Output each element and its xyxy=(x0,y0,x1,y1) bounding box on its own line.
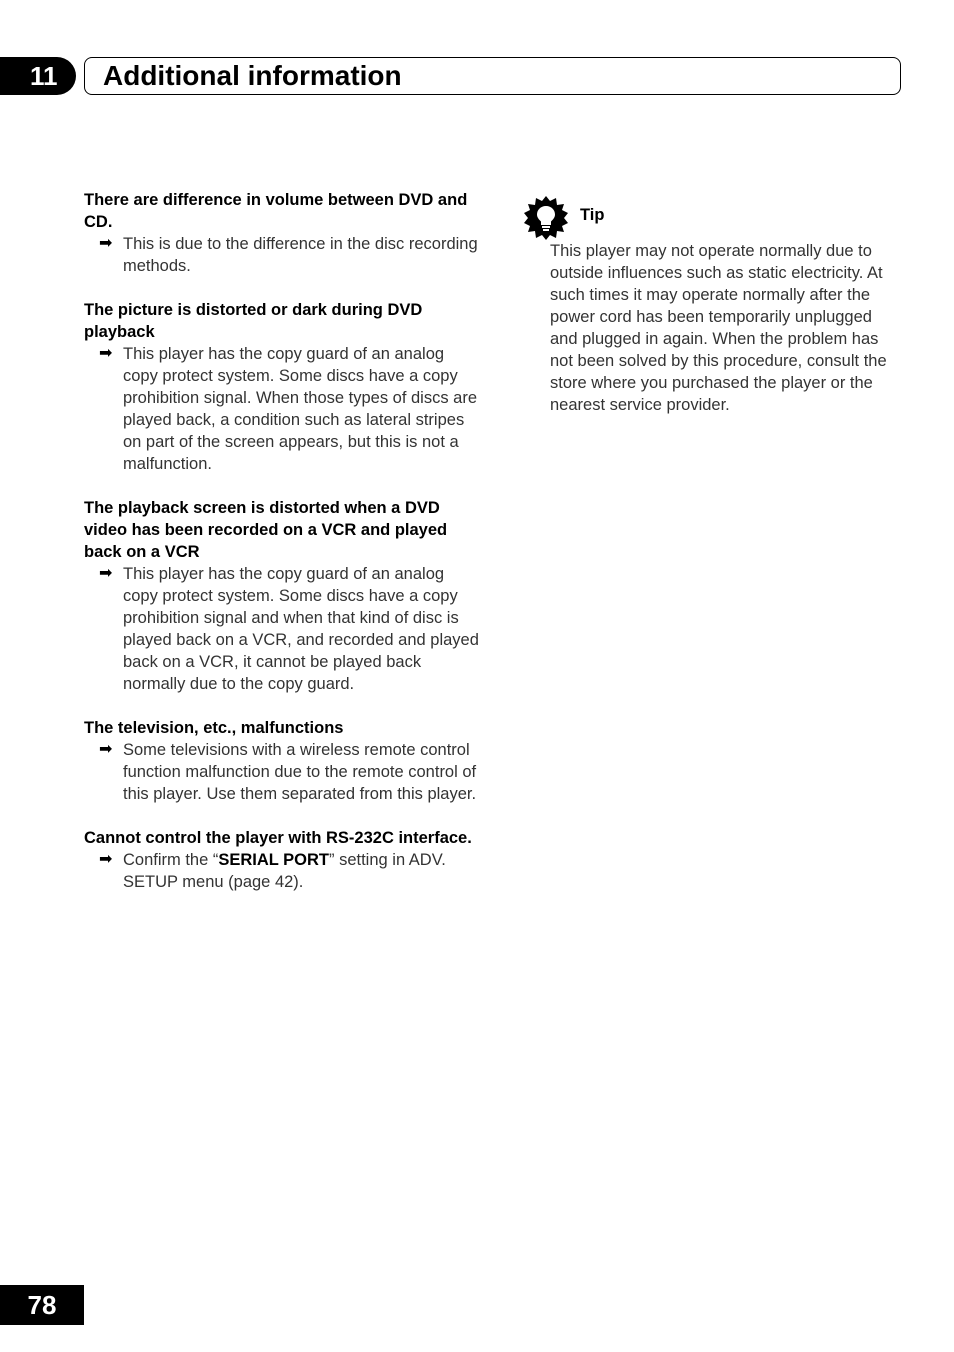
troubleshooting-column xyxy=(84,189,479,915)
troubleshooting-item xyxy=(84,497,479,695)
solution-text: This is due to the difference in the disc recording methods. xyxy=(123,235,478,275)
section-heading: The picture is distorted or dark during DVD playback xyxy=(84,301,423,341)
troubleshooting-item xyxy=(84,299,479,475)
lightbulb-icon xyxy=(524,196,568,240)
chapter-title: Additional information xyxy=(103,60,402,91)
section-heading: There are difference in volume between DVD and CD. xyxy=(84,191,468,231)
troubleshooting-item xyxy=(84,827,479,893)
solution-bullet xyxy=(84,563,479,695)
solution-bullet xyxy=(84,849,479,893)
solution-bullet xyxy=(84,343,479,475)
solution-text: This player has the copy guard of an analog copy protect system. Some discs have a copy prohibition signal. When those types of discs are played back, a condition such as lateral stripes on part of the screen appears, but this is not a malfunction. xyxy=(123,345,478,473)
arrow-right-icon: ➡ xyxy=(99,741,113,758)
tip-text: This player may not operate normally due to outside influences such as static electricity. At such times it may operate normally after the power cord has been temporarily unplugged and plugged in again. When the problem has not been solved by this procedure, consult the store where you purchased the player or the nearest service provider. xyxy=(550,242,887,414)
arrow-right-icon: ➡ xyxy=(99,235,113,252)
chapter-number-tab: 11 xyxy=(0,57,76,95)
chapter-header xyxy=(84,57,901,95)
tip-header xyxy=(524,196,904,240)
solution-text xyxy=(123,851,446,891)
section-heading: The playback screen is distorted when a DVD video has been recorded on a VCR and played back on a VCR xyxy=(84,499,448,561)
setting-name: SERIAL PORT xyxy=(218,851,329,869)
solution-text-post: ” setting in ADV. SETUP menu (page 42). xyxy=(123,851,446,891)
arrow-right-icon: ➡ xyxy=(99,851,113,868)
solution-bullet xyxy=(84,233,479,277)
solution-text: Some televisions with a wireless remote control function malfunction due to the remote control of this player. Use them separated from this player. xyxy=(123,741,477,803)
solution-bullet xyxy=(84,739,479,805)
page-number: 78 xyxy=(0,1285,84,1325)
arrow-right-icon: ➡ xyxy=(99,565,113,582)
tip-box xyxy=(524,196,904,416)
solution-text: This player has the copy guard of an analog copy protect system. Some discs have a copy prohibition signal and when that kind of disc is played back on a VCR, and recorded and played back on a VCR, it cannot be played back normally due to the copy guard. xyxy=(123,565,479,693)
solution-text-pre: Confirm the “ xyxy=(123,851,219,869)
tip-label: Tip xyxy=(580,206,605,224)
section-heading: Cannot control the player with RS-232C interface. xyxy=(84,829,472,847)
troubleshooting-item xyxy=(84,717,479,805)
section-heading: The television, etc., malfunctions xyxy=(84,719,344,737)
arrow-right-icon: ➡ xyxy=(99,345,113,362)
troubleshooting-item xyxy=(84,189,479,277)
